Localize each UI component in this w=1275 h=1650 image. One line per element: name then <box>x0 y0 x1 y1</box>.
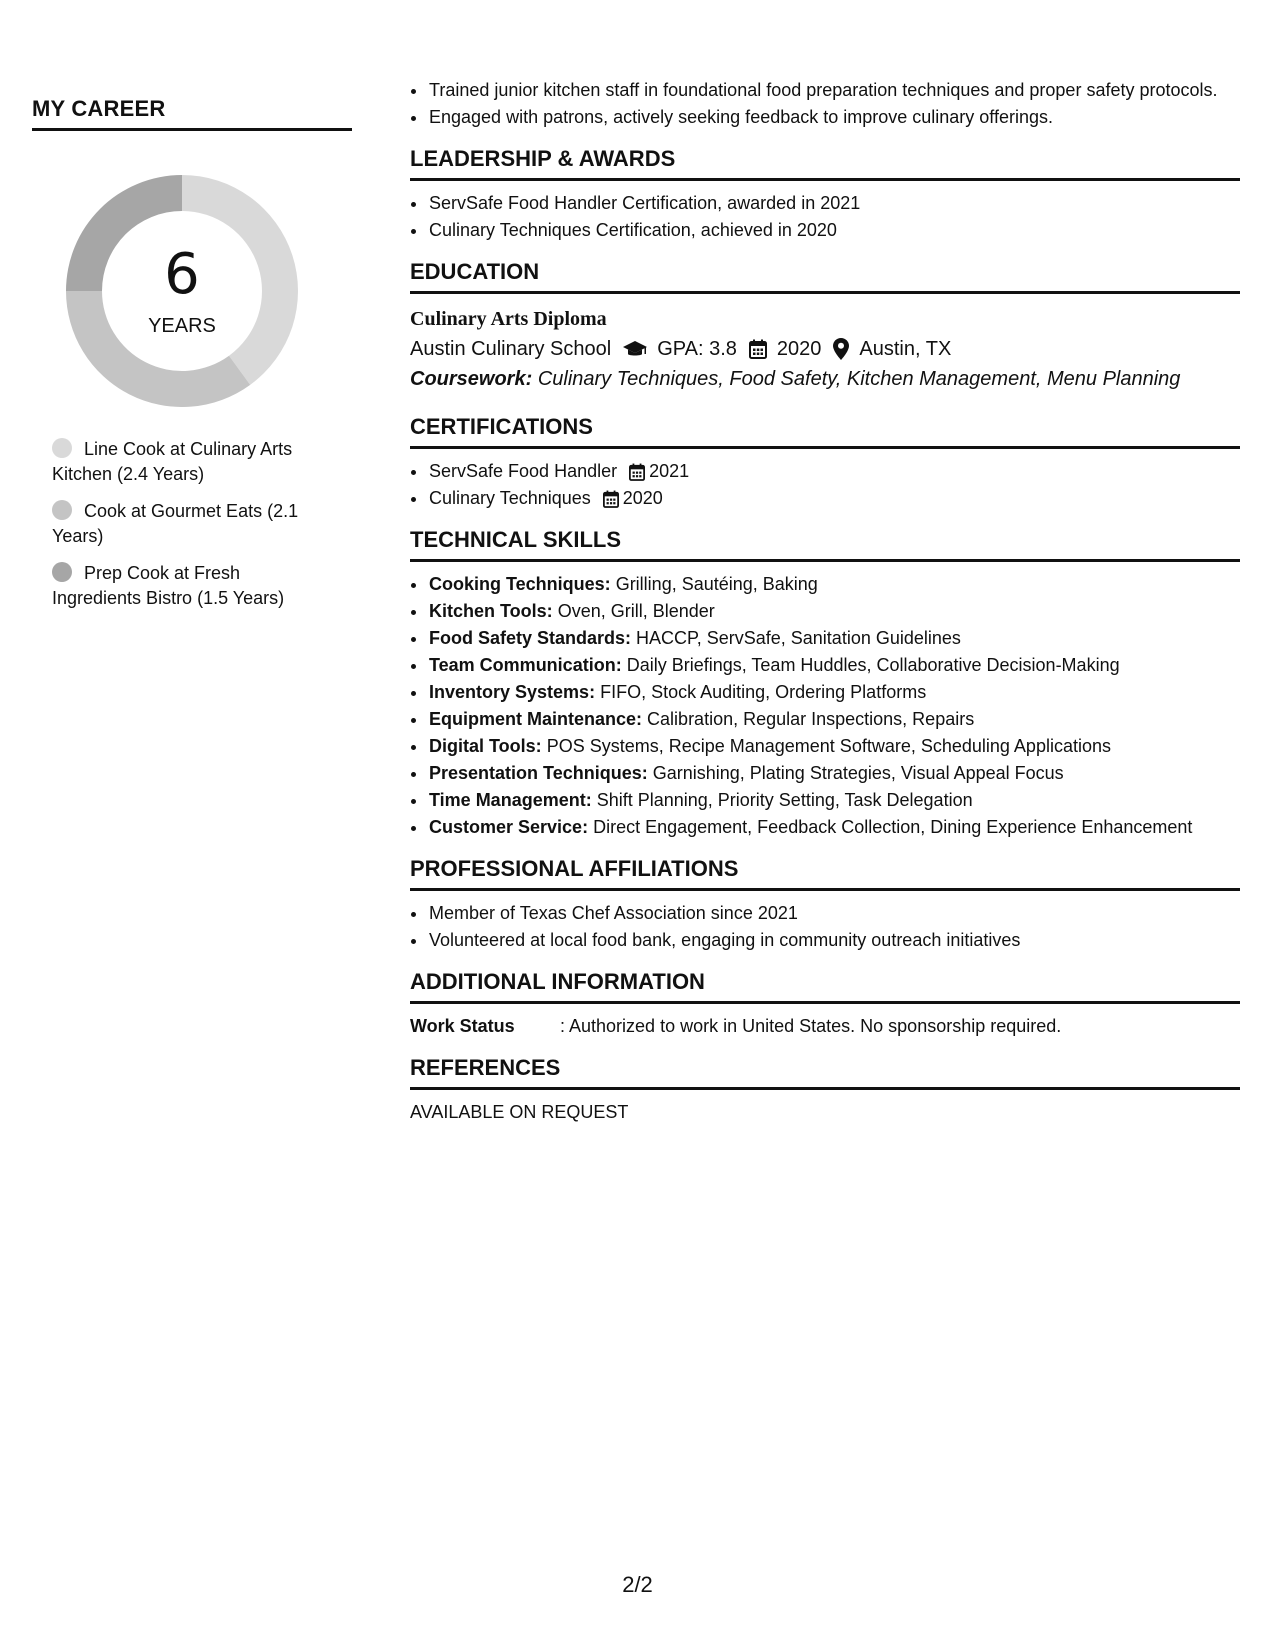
section-rule <box>410 1001 1240 1004</box>
page-number: 2/2 <box>622 1572 653 1597</box>
skill-label: Cooking Techniques: <box>429 574 611 594</box>
work-status-row <box>410 1014 1240 1039</box>
donut-center <box>66 175 298 407</box>
section-rule <box>410 888 1240 891</box>
experience-bullets <box>410 78 1240 130</box>
section-rule <box>410 446 1240 449</box>
skills-title: TECHNICAL SKILLS <box>410 527 622 552</box>
coursework-label: Coursework: <box>410 368 533 390</box>
legend-label: Line Cook at Culinary Arts Kitchen (2.4 Years) <box>52 439 293 484</box>
affiliations-list <box>410 901 1240 953</box>
skill-item <box>428 653 1240 678</box>
education-gpa: GPA: 3.8 <box>657 338 737 360</box>
skill-item <box>428 707 1240 732</box>
certification-name: • ServSafe Food Handler <box>429 461 618 481</box>
graduation-cap-icon <box>623 339 647 359</box>
list-item: • Volunteered at local food bank, engaging in community outreach initiatives <box>428 928 1240 953</box>
main-content <box>410 78 1240 1125</box>
donut-total-years: 6 <box>164 242 200 307</box>
skill-label: Time Management: <box>429 790 592 810</box>
list-item <box>428 486 1240 511</box>
certifications-title: CERTIFICATIONS <box>410 414 593 439</box>
skill-value: Shift Planning, Priority Setting, Task Delegation <box>596 790 973 810</box>
skill-label: Kitchen Tools: <box>429 601 553 621</box>
legend-dot <box>52 500 72 520</box>
skill-item <box>428 734 1240 759</box>
education-coursework <box>410 364 1240 394</box>
skill-label: Team Communication: <box>429 655 622 675</box>
certification-year: 2021 <box>649 461 690 481</box>
skill-value: POS Systems, Recipe Management Software, Scheduling Applications <box>546 736 1111 756</box>
legend-item <box>52 437 322 487</box>
list-item: • Member of Texas Chef Association since 2021 <box>428 901 1240 926</box>
references-title: REFERENCES <box>410 1055 561 1080</box>
calendar-icon <box>749 339 767 359</box>
list-item: • Trained junior kitchen staff in foundational food preparation techniques and proper safety protocols. <box>428 78 1240 103</box>
affiliations-title: PROFESSIONAL AFFILIATIONS <box>410 856 739 881</box>
certification-year: 2020 <box>622 488 663 508</box>
skill-value: HACCP, ServSafe, Sanitation Guidelines <box>636 628 961 648</box>
education-school: Austin Culinary School <box>410 338 612 360</box>
list-item: • ServSafe Food Handler Certification, awarded in 2021 <box>428 191 1240 216</box>
coursework-value: Culinary Techniques, Food Safety, Kitchen Management, Menu Planning <box>537 368 1181 390</box>
legend-label: Prep Cook at Fresh Ingredients Bistro (1.5 Years) <box>52 563 285 608</box>
skill-label: Food Safety Standards: <box>429 628 632 648</box>
career-sidebar <box>32 96 352 623</box>
career-title-rule <box>32 128 352 131</box>
skill-item <box>428 815 1240 840</box>
list-item: • Culinary Techniques Certification, achieved in 2020 <box>428 218 1240 243</box>
skill-item <box>428 572 1240 597</box>
calendar-icon <box>629 463 645 481</box>
section-rule <box>410 559 1240 562</box>
donut-total-unit: YEARS <box>148 315 216 337</box>
education-year: 2020 <box>776 338 822 360</box>
career-legend <box>52 437 322 611</box>
certifications-list <box>410 459 1240 511</box>
legend-item <box>52 499 322 549</box>
education-title: EDUCATION <box>410 259 540 284</box>
references-value: AVAILABLE ON REQUEST <box>410 1102 629 1122</box>
skill-value: Grilling, Sautéing, Baking <box>615 574 818 594</box>
leadership-title: LEADERSHIP & AWARDS <box>410 146 676 171</box>
skill-item <box>428 599 1240 624</box>
career-title: MY CAREER <box>32 96 166 121</box>
skill-item <box>428 626 1240 651</box>
legend-dot <box>52 438 72 458</box>
skill-item <box>428 788 1240 813</box>
skill-label: Inventory Systems: <box>429 682 596 702</box>
skills-list <box>410 572 1240 840</box>
calendar-icon <box>603 490 619 508</box>
skill-value: Calibration, Regular Inspections, Repairs <box>647 709 975 729</box>
list-item <box>428 459 1240 484</box>
skill-value: Oven, Grill, Blender <box>557 601 715 621</box>
education-degree: Culinary Arts Diploma <box>410 308 607 330</box>
section-rule <box>410 178 1240 181</box>
skill-label: Customer Service: <box>429 817 589 837</box>
career-donut-chart <box>66 175 298 407</box>
skill-label: Digital Tools: <box>429 736 542 756</box>
work-status-value: : Authorized to work in United States. No sponsorship required. <box>560 1016 1062 1036</box>
education-details <box>410 334 1240 364</box>
skill-value: Garnishing, Plating Strategies, Visual Appeal Focus <box>652 763 1064 783</box>
skill-label: Equipment Maintenance: <box>429 709 643 729</box>
skill-value: FIFO, Stock Auditing, Ordering Platforms <box>600 682 927 702</box>
skill-item <box>428 680 1240 705</box>
section-rule <box>410 1087 1240 1090</box>
work-status-label: Work Status <box>410 1016 515 1036</box>
section-rule <box>410 291 1240 294</box>
skill-value: Direct Engagement, Feedback Collection, Dining Experience Enhancement <box>593 817 1193 837</box>
map-pin-icon <box>833 338 849 360</box>
list-item: • Engaged with patrons, actively seeking feedback to improve culinary offerings. <box>428 105 1240 130</box>
legend-item <box>52 561 322 611</box>
additional-title: ADDITIONAL INFORMATION <box>410 969 705 994</box>
skill-item <box>428 761 1240 786</box>
education-location: Austin, TX <box>859 338 952 360</box>
leadership-list <box>410 191 1240 243</box>
skill-value: Daily Briefings, Team Huddles, Collaborative Decision-Making <box>626 655 1120 675</box>
legend-label: Cook at Gourmet Eats (2.1 Years) <box>52 501 299 546</box>
legend-dot <box>52 562 72 582</box>
skill-label: Presentation Techniques: <box>429 763 648 783</box>
certification-name: • Culinary Techniques <box>429 488 591 508</box>
